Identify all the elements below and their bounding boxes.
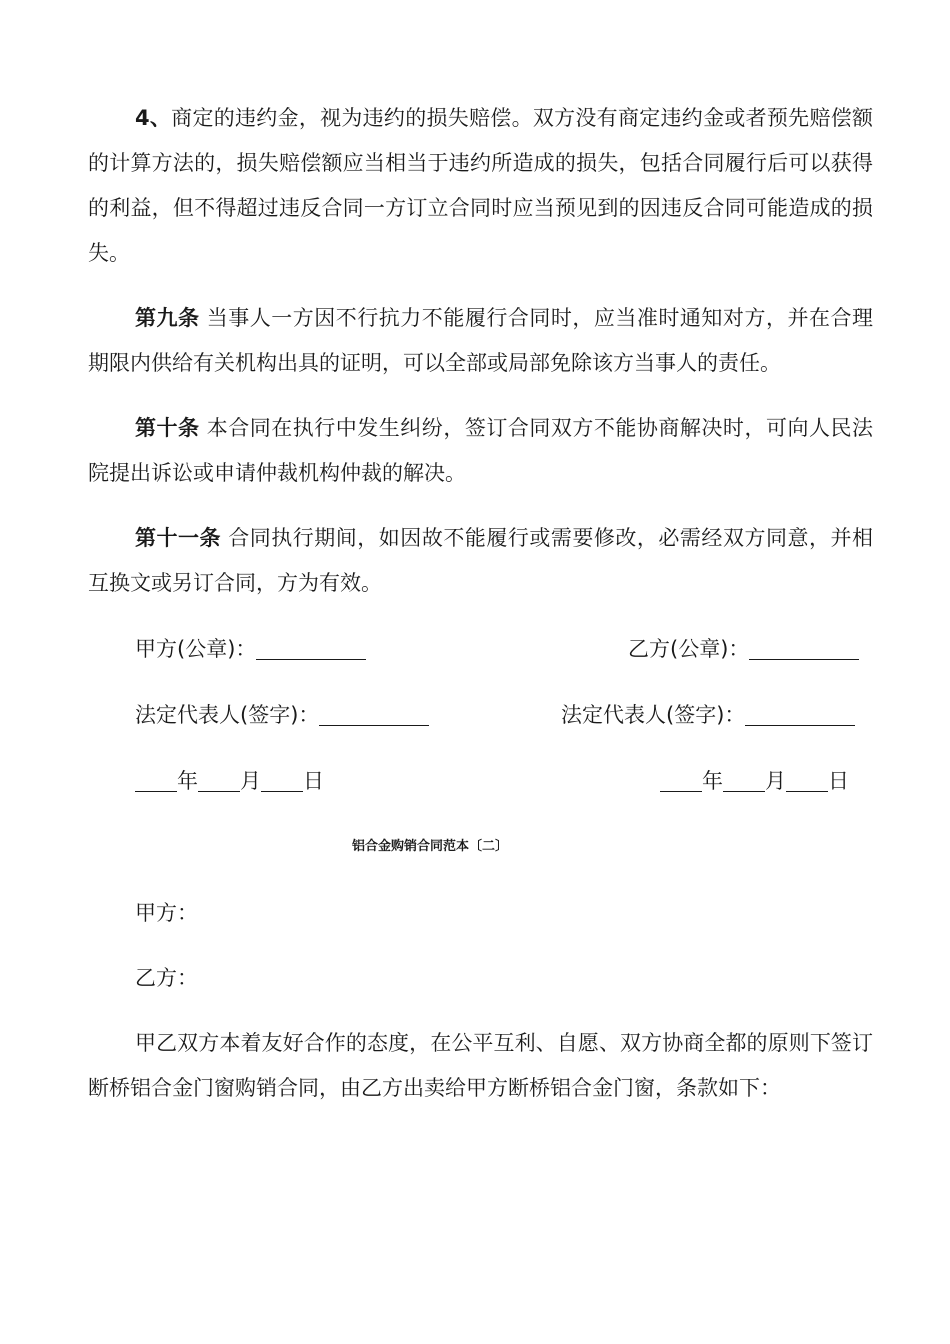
party-b-seal-blank <box>749 637 859 660</box>
clause-4-paragraph <box>88 96 873 276</box>
party-a-seal-blank <box>256 637 366 660</box>
rep-b-line <box>561 700 855 730</box>
date-b-day: 日 <box>828 769 849 793</box>
article-11-paragraph <box>88 516 873 606</box>
article-10-paragraph <box>88 406 873 496</box>
party-a-seal-label: 甲方(公章)： <box>135 637 257 661</box>
article-9-text: 当事人一方因不行抗力不能履行合同时，应当准时通知对方，并在合理期限内供给有关机构出具的证明，可以全部或局部免除该方当事人的责任。 <box>88 306 873 375</box>
date-a-year-blank <box>135 769 177 792</box>
article-11-text: 合同执行期间，如因故不能履行或需要修改，必需经双方同意，并相互换文或另订合同，方为有效。 <box>88 526 873 595</box>
party-a-seal-line <box>135 634 366 664</box>
date-a-day: 日 <box>303 769 324 793</box>
date-b-year-blank <box>660 769 702 792</box>
date-b-line <box>660 766 849 796</box>
second-party-a-label: 甲方： <box>135 901 198 925</box>
date-b-day-blank <box>786 769 828 792</box>
clause-4-number: 4、 <box>135 106 172 130</box>
date-b-year: 年 <box>702 769 723 793</box>
article-10-text: 本合同在执行中发生纠纷，签订合同双方不能协商解决时，可向人民法院提出诉讼或申请仲裁机构仲裁的解决。 <box>88 416 873 485</box>
second-party-b-label: 乙方： <box>135 966 198 990</box>
date-a-month: 月 <box>240 769 261 793</box>
article-11-heading: 第十一条 <box>135 526 222 550</box>
date-a-month-blank <box>198 769 240 792</box>
rep-a-line <box>135 700 429 730</box>
date-a-line <box>135 766 324 796</box>
second-contract-intro: 甲乙双方本着友好合作的态度，在公平互利、自愿、双方协商全都的原则下签订断桥铝合金门窗购销合同，由乙方出卖给甲方断桥铝合金门窗，条款如下： <box>88 1031 873 1100</box>
article-9-heading: 第九条 <box>135 306 200 330</box>
date-b-month: 月 <box>765 769 786 793</box>
party-b-seal-line <box>628 634 859 664</box>
rep-b-label: 法定代表人(签字)： <box>561 703 746 727</box>
date-a-year: 年 <box>177 769 198 793</box>
article-10-heading: 第十条 <box>135 416 200 440</box>
article-9-paragraph <box>88 296 873 386</box>
date-a-day-blank <box>261 769 303 792</box>
date-b-month-blank <box>723 769 765 792</box>
clause-4-text: 商定的违约金，视为违约的损失赔偿。双方没有商定违约金或者预先赔偿额的计算方法的，损失赔偿额应当相当于违约所造成的损失，包括合同履行后可以获得的利益，但不得超过违反合同一方订立合同时应当预见到的因违反合同可能造成的损失。 <box>88 106 873 265</box>
rep-a-blank <box>319 703 429 726</box>
rep-a-label: 法定代表人(签字)： <box>135 703 320 727</box>
rep-b-blank <box>745 703 855 726</box>
second-contract-title: 铝合金购销合同范本〔二〕 <box>351 839 508 854</box>
party-b-seal-label: 乙方(公章)： <box>628 637 750 661</box>
